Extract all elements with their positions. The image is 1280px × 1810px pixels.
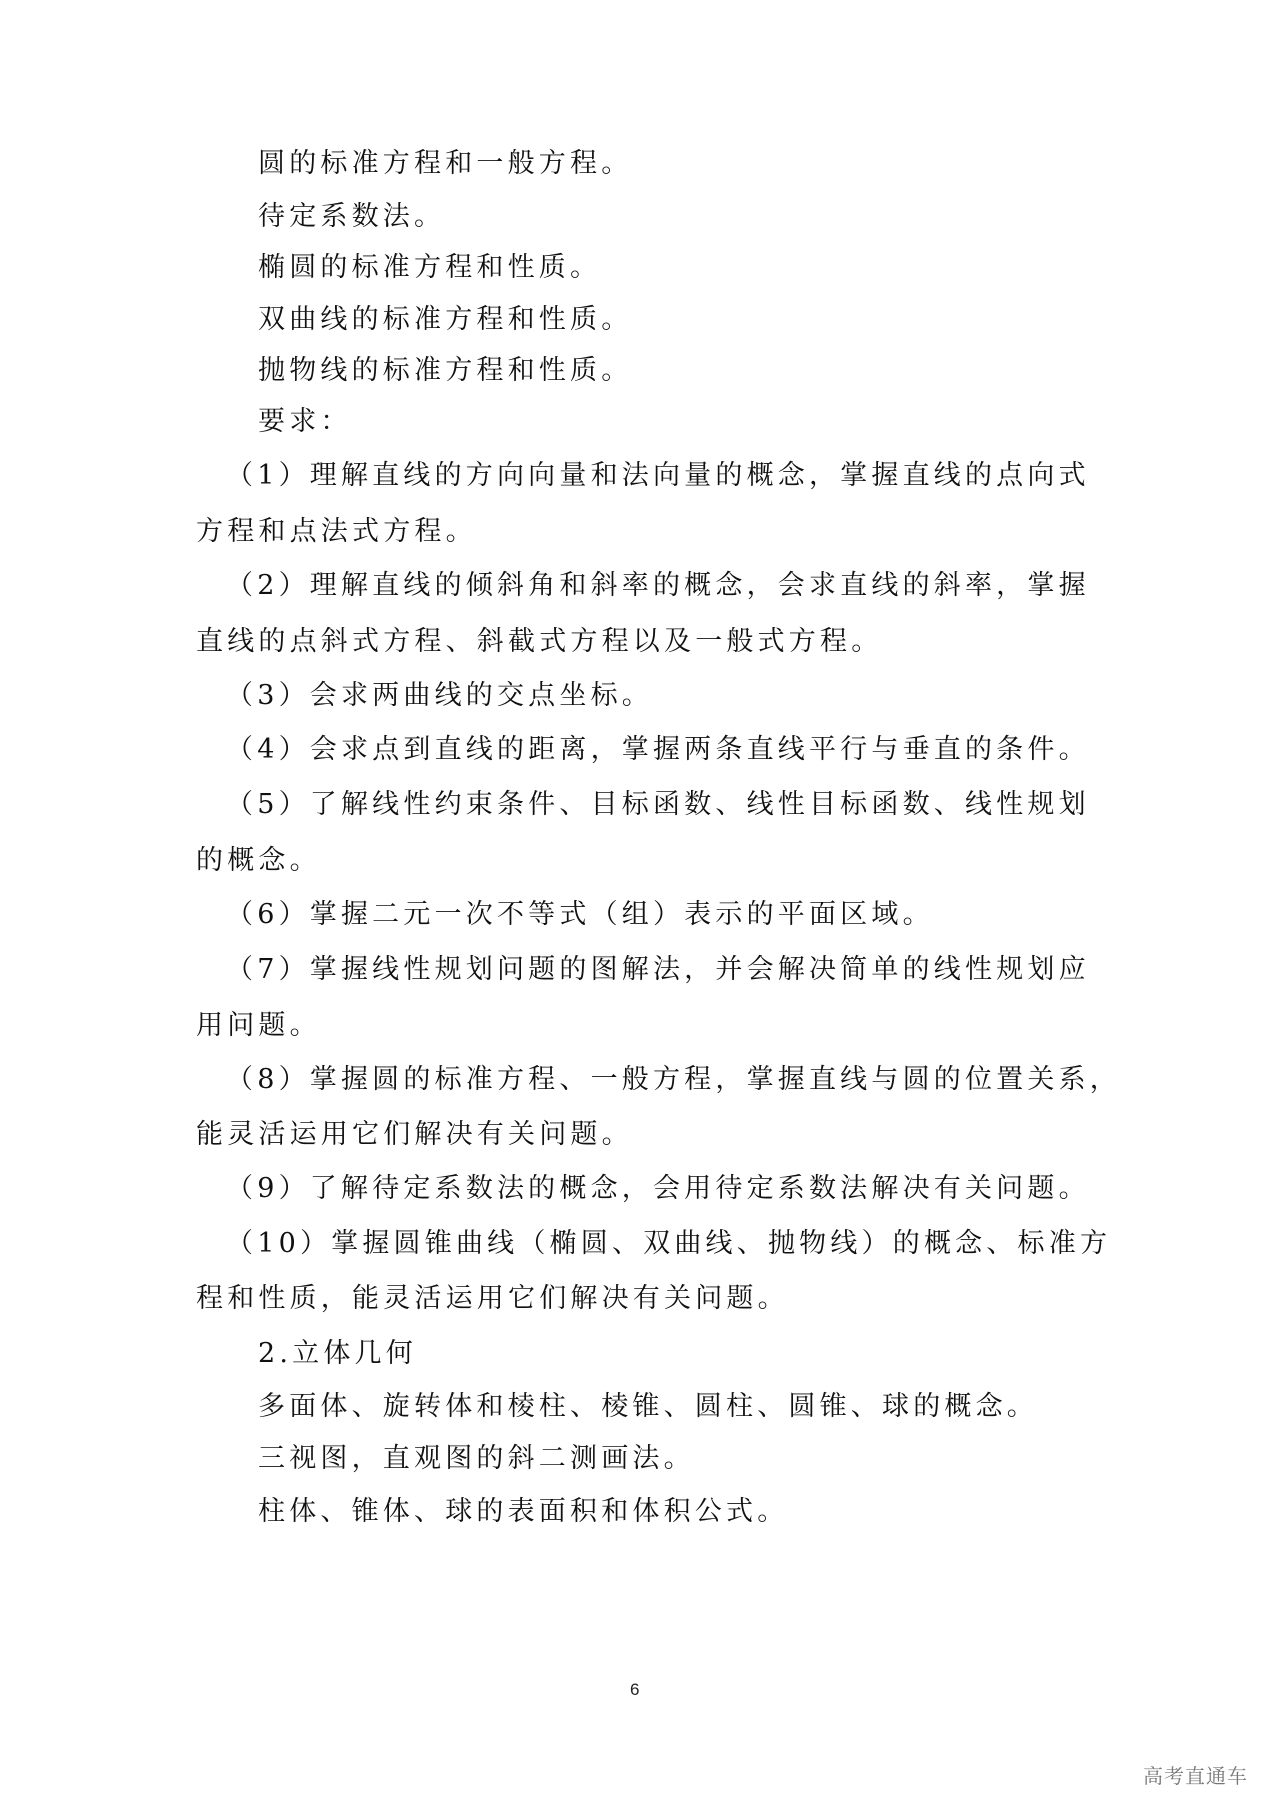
- text-line: 多面体、旋转体和棱柱、棱锥、圆柱、圆锥、球的概念。: [258, 1391, 1038, 1422]
- text-line: 待定系数法。: [258, 201, 446, 232]
- requirements-heading: 要求：: [258, 406, 352, 437]
- text-line: 抛物线的标准方程和性质。: [258, 355, 633, 386]
- requirement-item-1-cont: 方程和点法式方程。: [196, 516, 477, 547]
- text-line: 三视图，直观图的斜二测画法。: [258, 1443, 695, 1474]
- requirement-item-2-cont: 直线的点斜式方程、斜截式方程以及一般式方程。: [196, 626, 883, 657]
- requirement-item-10: （10）掌握圆锥曲线（椭圆、双曲线、抛物线）的概念、标准方: [226, 1228, 1112, 1259]
- requirement-item-5: （5）了解线性约束条件、目标函数、线性目标函数、线性规划: [226, 789, 1090, 820]
- text-line: 圆的标准方程和一般方程。: [258, 148, 633, 179]
- text-line: 柱体、锥体、球的表面积和体积公式。: [258, 1496, 789, 1527]
- requirement-item-4: （4）会求点到直线的距离，掌握两条直线平行与垂直的条件。: [226, 734, 1090, 765]
- requirement-item-10-cont: 程和性质，能灵活运用它们解决有关问题。: [196, 1283, 789, 1314]
- requirement-item-8-cont: 能灵活运用它们解决有关问题。: [196, 1119, 633, 1150]
- requirement-item-1: （1）理解直线的方向向量和法向量的概念，掌握直线的点向式: [226, 460, 1090, 491]
- section-heading-solid-geometry: 2.立体几何: [258, 1338, 417, 1369]
- page-number: 6: [630, 1680, 640, 1699]
- requirement-item-5-cont: 的概念。: [196, 845, 321, 876]
- text-line: 双曲线的标准方程和性质。: [258, 304, 633, 335]
- requirement-item-9: （9）了解待定系数法的概念，会用待定系数法解决有关问题。: [226, 1173, 1090, 1204]
- requirement-item-2: （2）理解直线的倾斜角和斜率的概念，会求直线的斜率，掌握: [226, 570, 1090, 601]
- requirement-item-7: （7）掌握线性规划问题的图解法，并会解决简单的线性规划应: [226, 954, 1090, 985]
- requirement-item-8: （8）掌握圆的标准方程、一般方程，掌握直线与圆的位置关系，: [226, 1064, 1121, 1095]
- text-line: 椭圆的标准方程和性质。: [258, 252, 602, 283]
- watermark: 高考直通车: [1143, 1764, 1248, 1788]
- requirement-item-6: （6）掌握二元一次不等式（组）表示的平面区域。: [226, 899, 934, 930]
- requirement-item-7-cont: 用问题。: [196, 1010, 321, 1041]
- requirement-item-3: （3）会求两曲线的交点坐标。: [226, 680, 653, 711]
